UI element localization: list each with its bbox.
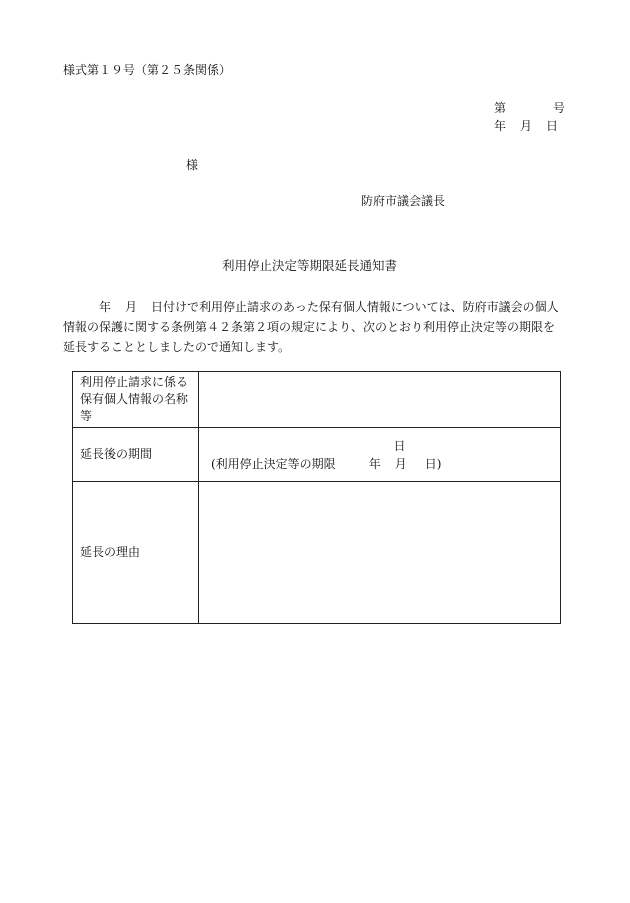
- document-number-line: [494, 100, 565, 116]
- decision-deadline-day: 日): [424, 456, 442, 471]
- sender-name: 防府市議会議長: [361, 194, 446, 208]
- info-name-label: 利用停止請求に係る保有個人情報の名称等: [73, 372, 199, 428]
- extension-reason-label: 延長の理由: [73, 482, 199, 624]
- doc-number-suffix: 号: [553, 101, 566, 115]
- info-name-field[interactable]: [199, 372, 561, 428]
- addressee-suffix: 様: [186, 158, 199, 172]
- table-row-info-name: [73, 372, 561, 428]
- extended-period-label: 延長後の期間: [73, 428, 199, 482]
- issue-date-line: [494, 118, 558, 134]
- body-year: 年: [99, 300, 112, 314]
- decision-deadline-year: 年: [368, 456, 381, 471]
- extended-period-field[interactable]: [199, 428, 561, 482]
- body-text: 日付けで利用停止請求のあった保有個人情報については、防府市議会の個人情報の保護に関する条例第４２条第２項の規定により、次のとおり利用停止決定等の期限を延長することとしましたので通知します。: [63, 300, 559, 354]
- form-number: 様式第１９号（第２５条関係）: [63, 63, 232, 77]
- issue-date-year: 年: [494, 119, 507, 133]
- issue-date-month: 月: [520, 119, 533, 133]
- extended-period-day: 日: [393, 438, 406, 453]
- document-title: 利用停止決定等期限延長通知書: [222, 258, 398, 273]
- decision-deadline-month: 月: [394, 456, 407, 471]
- table-row-extension-reason: [73, 482, 561, 624]
- info-table: [72, 371, 561, 624]
- body-paragraph: [63, 297, 563, 357]
- issue-date-day: 日: [546, 119, 559, 133]
- decision-deadline-line: [199, 455, 560, 473]
- doc-number-prefix: 第: [494, 101, 507, 115]
- body-month: 月: [125, 300, 138, 314]
- table-row-extended-period: [73, 428, 561, 482]
- decision-deadline-prefix: (利用停止決定等の期限: [211, 456, 336, 471]
- extension-reason-field[interactable]: [199, 482, 561, 624]
